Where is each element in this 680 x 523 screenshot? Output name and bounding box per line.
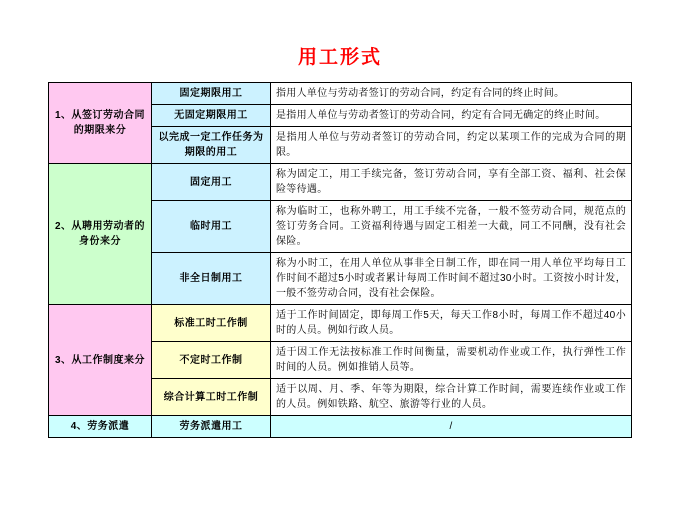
category-cell: 2、从聘用劳动者的身份来分 xyxy=(49,164,152,305)
kind-cell: 劳务派遣用工 xyxy=(152,416,271,438)
description-cell: 称为固定工，用工手续完备，签订劳动合同，享有全部工资、福利、社会保险等待遇。 xyxy=(271,164,632,201)
description-cell: 适于因工作无法按标准工作时间衡量，需要机动作业或工作，执行弹性工作时间的人员。例如推销人员等。 xyxy=(271,342,632,379)
category-cell: 3、从工作制度来分 xyxy=(49,305,152,416)
employment-forms-table xyxy=(48,82,632,438)
kind-cell: 固定用工 xyxy=(152,164,271,201)
kind-cell: 以完成一定工作任务为期限的用工 xyxy=(152,127,271,164)
description-cell: 适于以周、月、季、年等为期限，综合计算工作时间，需要连续作业或工作的人员。例如铁路、航空、旅游等行业的人员。 xyxy=(271,379,632,416)
category-cell: 4、劳务派遣 xyxy=(49,416,152,438)
table-row xyxy=(49,83,632,105)
kind-cell: 综合计算工时工作制 xyxy=(152,379,271,416)
table-row xyxy=(49,416,632,438)
description-cell: 是指用人单位与劳动者签订的劳动合同，约定有合同无确定的终止时间。 xyxy=(271,105,632,127)
kind-cell: 不定时工作制 xyxy=(152,342,271,379)
description-cell: / xyxy=(271,416,632,438)
table-row xyxy=(49,164,632,201)
table-row xyxy=(49,305,632,342)
table-body xyxy=(49,83,632,438)
page-title: 用工形式 xyxy=(297,47,382,68)
category-cell: 1、从签订劳动合同的期限来分 xyxy=(49,83,152,164)
description-cell: 指用人单位与劳动者签订的劳动合同，约定有合同的终止时间。 xyxy=(271,83,632,105)
kind-cell: 标准工时工作制 xyxy=(152,305,271,342)
description-cell: 是指用人单位与劳动者签订的劳动合同，约定以某项工作的完成为合同的期限。 xyxy=(271,127,632,164)
description-cell: 称为临时工，也称外聘工，用工手续不完备，一般不签劳动合同，规范点的签订劳务合同。工资福利待遇与固定工相差一大截，同工不同酬，没有社会保险。 xyxy=(271,201,632,253)
description-cell: 适于工作时间固定，即每周工作5天，每天工作8小时，每周工作不超过40小时的人员。例如行政人员。 xyxy=(271,305,632,342)
description-cell: 称为小时工，在用人单位从事非全日制工作，即在同一用人单位平均每日工作时间不超过5小时或者累计每周工作时间不超过30小时。工资按小时计发，一般不签劳动合同，没有社会保险。 xyxy=(271,253,632,305)
kind-cell: 固定期限用工 xyxy=(152,83,271,105)
kind-cell: 临时用工 xyxy=(152,201,271,253)
kind-cell: 非全日制用工 xyxy=(152,253,271,305)
document-page xyxy=(0,42,680,523)
kind-cell: 无固定期限用工 xyxy=(152,105,271,127)
